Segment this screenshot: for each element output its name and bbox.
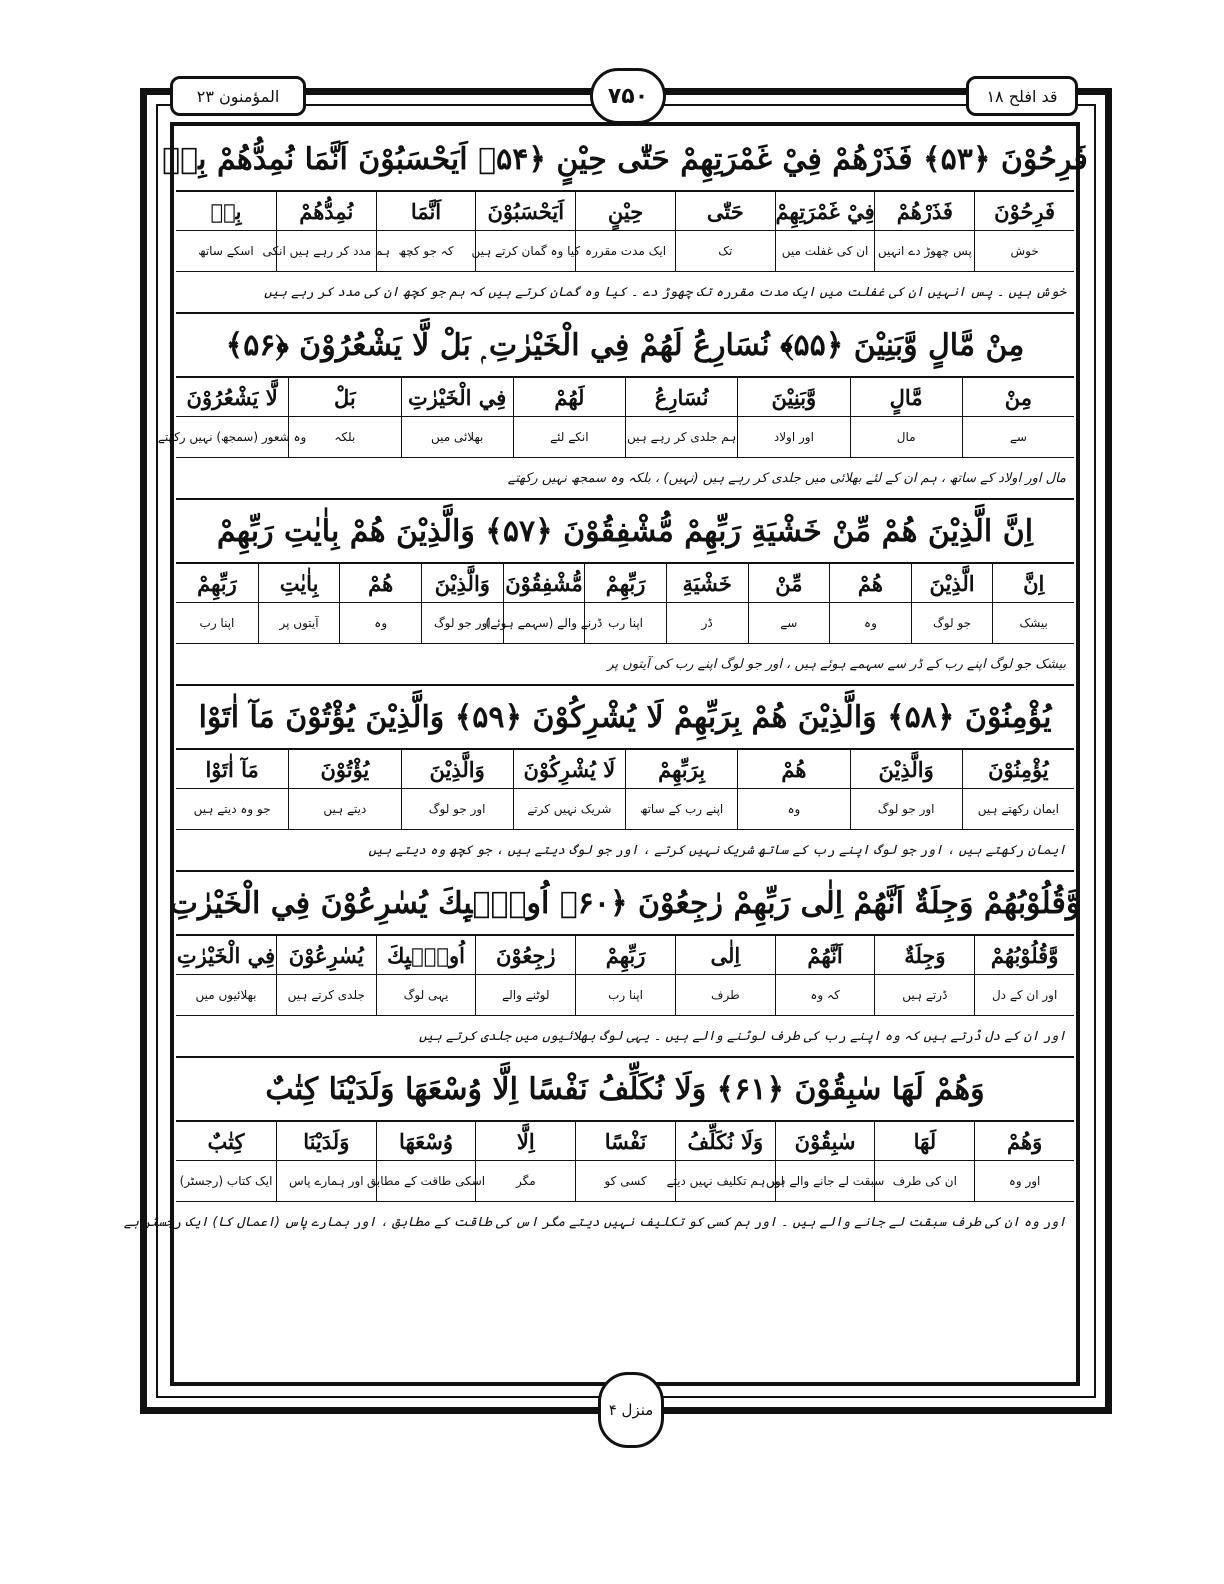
urdu-meaning-cell: ان کی غفلت میں [775,231,875,271]
arabic-word-cell: اُولٰۗىِٕكَ [376,936,476,974]
urdu-meaning-cell: اور ہمارے پاس [276,1161,376,1201]
urdu-meaning-cell: شریک نہیں کرتے [513,789,625,829]
arabic-word-cell: خَشْيَةِ [666,564,748,602]
arabic-word-cell: نَفْسًا [575,1122,675,1160]
arabic-word-cell: رَبِّهِمْ [575,936,675,974]
urdu-meaning-cell: آیتوں پر [258,603,340,643]
urdu-meaning-cell: اور جو لوگ [850,789,962,829]
arabic-word-cell: فَذَرْهُمْ [874,192,974,230]
meaning-row [176,975,1074,1016]
meaning-row [176,789,1074,830]
surah-label: المؤمنون ۲۳ [170,76,306,116]
arabic-word-cell: اَيَحْسَبُوْنَ [475,192,575,230]
word-row [176,564,1074,603]
arabic-word-cell: مِنْ [962,378,1074,416]
urdu-meaning-cell: کہ جو کچھ [376,231,476,271]
urdu-translation-line: اور وہ ان کی طرف سبقت لے جانے والے ہیں ۔ اور ہم کسی کو تکلیف نہیں دیتے مگر اس کی طاقت کے مطابق ، اور ہمارے پاس (اعمال کا) ایک رجسٹر ہے [123,1214,1066,1230]
arabic-ayah-line: مِنْ مَّالٍ وَّبَنِيْنَ ﴿۵۵﴾ نُسَارِعُ لَهُمْ فِي الْخَيْرٰتِ ۭ بَلْ لَّا يَشْعُرُوْنَ ﴿۵۶﴾ [176,314,1074,378]
arabic-word-cell: حِيْنٍ [575,192,675,230]
arabic-word-cell: اِلٰى [675,936,775,974]
arabic-word-cell: كِتٰبٌ [207,1128,245,1154]
arabic-word-cell: سٰبِقُوْنَ [775,1122,875,1160]
arabic-word-cell: نُمِدُّهُمْ [276,192,376,230]
verse-block [123,1058,1074,1242]
urdu-meaning-cell: جو لوگ [911,603,993,643]
arabic-word-cell: فَرِحُوْنَ [974,192,1074,230]
urdu-meaning-cell: اور ان کے دل [974,975,1074,1015]
word-row [176,378,1074,417]
arabic-word-cell: رَبِّهِمْ [584,564,666,602]
arabic-word-cell: مَّالٍ [850,378,962,416]
urdu-meaning-cell: سے [962,417,1074,457]
arabic-word-cell: لَّا يَشْعُرُوْنَ [186,384,278,410]
urdu-meaning-cell: ڈرنے والے (سہمے ہوئے) [503,603,585,643]
urdu-meaning-cell: ایک کتاب (رجسٹر) [179,1174,273,1188]
arabic-word-cell: يُؤْتُوْنَ [288,750,400,788]
arabic-word-cell: بَلْ [288,378,400,416]
arabic-word-cell: وَالَّذِيْنَ [421,564,503,602]
urdu-meaning-cell: ایک مدت مقررہ [575,231,675,271]
page-content [123,128,1088,1242]
urdu-meaning-cell: بیشک [992,603,1074,643]
manzil-marker: منزل ۴ [598,1372,664,1448]
urdu-meaning-cell: بھلائیوں میں [195,988,257,1002]
arabic-word-cell: وَالَّذِيْنَ [850,750,962,788]
arabic-word-cell: وُسْعَهَا [376,1122,476,1160]
urdu-meaning-cell: ہم جلدی کر رہے ہیں [625,417,737,457]
word-row [176,936,1074,975]
arabic-word-cell: يُسٰرِعُوْنَ [276,936,376,974]
arabic-word-cell: لَهَا [874,1122,974,1160]
urdu-meaning-cell: اسکے ساتھ [198,244,254,258]
urdu-meaning-cell: ایمان رکھتے ہیں [962,789,1074,829]
juz-label: قد افلح ۱۸ [966,76,1078,116]
arabic-word-cell: فِيْ غَمْرَتِهِمْ [775,192,875,230]
arabic-word-cell: مَآ اٰتَوْا [205,756,259,782]
urdu-translation-line: ایمان رکھتے ہیں ، اور جو لوگ اپنے رب کے ساتھ شریک نہیں کرتے ، اور جو لوگ دیتے ہیں ، جو کچھ وہ دیتے ہیں [368,842,1066,858]
arabic-ayah-line: يُؤْمِنُوْنَ ﴿۵۸﴾ وَالَّذِيْنَ هُمْ بِرَبِّهِمْ لَا يُشْرِكُوْنَ ﴿۵۹﴾ وَالَّذِيْنَ يُؤْتُوْنَ مَآ اٰتَوْا [176,686,1074,750]
urdu-meaning-cell: اور اولاد [737,417,849,457]
urdu-meaning-cell: بلکہ [288,417,400,457]
urdu-meaning-cell: ہم مدد کر رہے ہیں انکی [276,231,376,271]
arabic-word-cell: وَّبَنِيْنَ [737,378,849,416]
arabic-word-cell: اَنَّمَا [376,192,476,230]
urdu-meaning-cell: کہ وہ [775,975,875,1015]
arabic-word-cell: رَبِّهِمْ [197,570,237,596]
arabic-word-cell: بِاٰيٰتِ [258,564,340,602]
urdu-meaning-cell: ان کی طرف [874,1161,974,1201]
arabic-word-cell: رٰجِعُوْنَ [475,936,575,974]
verse-block [157,314,1074,500]
arabic-ayah-line: وَّقُلُوْبُهُمْ وَجِلَةٌ اَنَّهُمْ اِلٰى رَبِّهِمْ رٰجِعُوْنَ ﴿۶۰﴾ اُولٰۗىِٕكَ يُسٰرِعُوْنَ فِي الْخَيْرٰتِ [176,872,1074,936]
urdu-meaning-cell: ڈر [666,603,748,643]
arabic-ayah-line: فَرِحُوْنَ ﴿۵۳﴾ فَذَرْهُمْ فِيْ غَمْرَتِهِمْ حَتّٰى حِيْنٍ ﴿۵۴﴾ اَيَحْسَبُوْنَ اَنَّمَا نُمِدُّهُمْ بِهٖ [176,128,1074,192]
verse-block [176,500,1074,686]
arabic-word-cell: حَتّٰى [675,192,775,230]
meaning-row [176,1161,1074,1202]
urdu-meaning-cell: جلدی کرتے ہیں [276,975,376,1015]
urdu-meaning-cell: سبقت لے جانے والے ہیں [775,1161,875,1201]
urdu-meaning-cell: وہ [737,789,849,829]
arabic-word-cell: مِّنْ [748,564,830,602]
verse-block [162,128,1088,314]
urdu-meaning-cell: اور ہم تکلیف نہیں دیتے [675,1161,775,1201]
word-row [176,1122,1074,1161]
arabic-word-cell: الَّذِيْنَ [911,564,993,602]
meaning-row [157,417,1074,458]
urdu-meaning-cell: اور جو لوگ [421,603,503,643]
urdu-meaning-cell: خوش [974,231,1074,271]
urdu-meaning-cell: مگر [475,1161,575,1201]
arabic-ayah-line: وَهُمْ لَهَا سٰبِقُوْنَ ﴿۶۱﴾ وَلَا نُكَلِّفُ نَفْسًا اِلَّا وُسْعَهَا وَلَدَيْنَا كِتٰبٌ [176,1058,1074,1122]
word-row [176,192,1074,231]
urdu-meaning-cell: وہ شعور (سمجھ) نہیں رکھتے [157,430,307,444]
arabic-word-cell: يُؤْمِنُوْنَ [962,750,1074,788]
urdu-meaning-cell: یہی لوگ [376,975,476,1015]
urdu-meaning-cell: طرف [675,975,775,1015]
verse-block [169,872,1081,1058]
urdu-meaning-cell: جو وہ دیتے ہیں [193,802,271,816]
arabic-word-cell: اِلَّا [475,1122,575,1160]
urdu-translation-line: مال اور اولاد کے ساتھ ، ہم ان کے لئے بھلائی میں جلدی کر رہے ہیں (نہیں) ، بلکہ وہ سمجھ نہیں رکھتے [507,470,1066,486]
arabic-word-cell: هُمْ [737,750,849,788]
arabic-word-cell: فِي الْخَيْرٰتِ [401,378,513,416]
urdu-meaning-cell: اور وہ [974,1161,1074,1201]
arabic-word-cell: نُسَارِعُ [625,378,737,416]
urdu-meaning-cell: اپنے رب کے ساتھ [625,789,737,829]
urdu-meaning-cell: اسکی طاقت کے مطابق [376,1161,476,1201]
arabic-word-cell: وَلَا نُكَلِّفُ [675,1122,775,1160]
arabic-word-cell: فِي الْخَيْرٰتِ [176,942,276,968]
urdu-meaning-cell: انکے لئے [513,417,625,457]
meaning-row [176,603,1074,644]
urdu-meaning-cell: لوٹنے والے [475,975,575,1015]
urdu-meaning-cell: وہ [829,603,911,643]
urdu-meaning-cell: اور جو لوگ [401,789,513,829]
urdu-meaning-cell: تک [675,231,775,271]
arabic-word-cell: وَالَّذِيْنَ [401,750,513,788]
page-number: ۷۵۰ [590,68,666,124]
urdu-meaning-cell: مال [850,417,962,457]
word-row [176,750,1074,789]
arabic-ayah-line: اِنَّ الَّذِيْنَ هُمْ مِّنْ خَشْيَةِ رَبِّهِمْ مُّشْفِقُوْنَ ﴿۵۷﴾ وَالَّذِيْنَ هُمْ بِاٰيٰتِ رَبِّهِمْ [176,500,1074,564]
urdu-translation-line: بیشک جو لوگ اپنے رب کے ڈر سے سہمے ہوئے ہیں ، اور جو لوگ اپنے رب کی آیتوں پر [607,656,1066,672]
meaning-row [176,231,1074,272]
arabic-word-cell: هُمْ [339,564,421,602]
urdu-meaning-cell: اپنا رب [575,975,675,1015]
arabic-word-cell: وَّقُلُوْبُهُمْ [974,936,1074,974]
urdu-meaning-cell: ڈرتے ہیں [874,975,974,1015]
arabic-word-cell: وَهُمْ [974,1122,1074,1160]
arabic-word-cell: وَلَدَيْنَا [276,1122,376,1160]
arabic-word-cell: وَجِلَةٌ [874,936,974,974]
urdu-meaning-cell: کسی کو [575,1161,675,1201]
arabic-word-cell: لَا يُشْرِكُوْنَ [513,750,625,788]
arabic-word-cell: بِرَبِّهِمْ [625,750,737,788]
urdu-meaning-cell: دیتے ہیں [288,789,400,829]
urdu-meaning-cell: اپنا رب [199,616,235,630]
arabic-word-cell: اَنَّهُمْ [775,936,875,974]
urdu-meaning-cell: سے [748,603,830,643]
urdu-meaning-cell: وہ [339,603,421,643]
verse-block [176,686,1074,872]
urdu-meaning-cell: کیا وہ گمان کرتے ہیں [475,231,575,271]
arabic-word-cell: بِهٖ [210,198,242,224]
urdu-translation-line: خوش ہیں ۔ پس انہیں ان کی غفلت میں ایک مدت مقررہ تک چھوڑ دے ۔ کیا وہ گمان کرتے ہیں کہ ہم جو کچھ ان کی مدد کر رہے ہیں [264,284,1066,300]
arabic-word-cell: لَهُمْ [513,378,625,416]
arabic-word-cell: هُمْ [829,564,911,602]
urdu-meaning-cell: بھلائی میں [401,417,513,457]
arabic-word-cell: مُّشْفِقُوْنَ [503,564,585,602]
urdu-meaning-cell: پس چھوڑ دے انہیں [874,231,974,271]
arabic-word-cell: اِنَّ [992,564,1074,602]
urdu-meaning-cell: اپنا رب [584,603,666,643]
urdu-translation-line: اور ان کے دل ڈرتے ہیں کہ وہ اپنے رب کی طرف لوٹنے والے ہیں ۔ یہی لوگ بھلائیوں میں جلدی کرتے ہیں [419,1028,1066,1044]
